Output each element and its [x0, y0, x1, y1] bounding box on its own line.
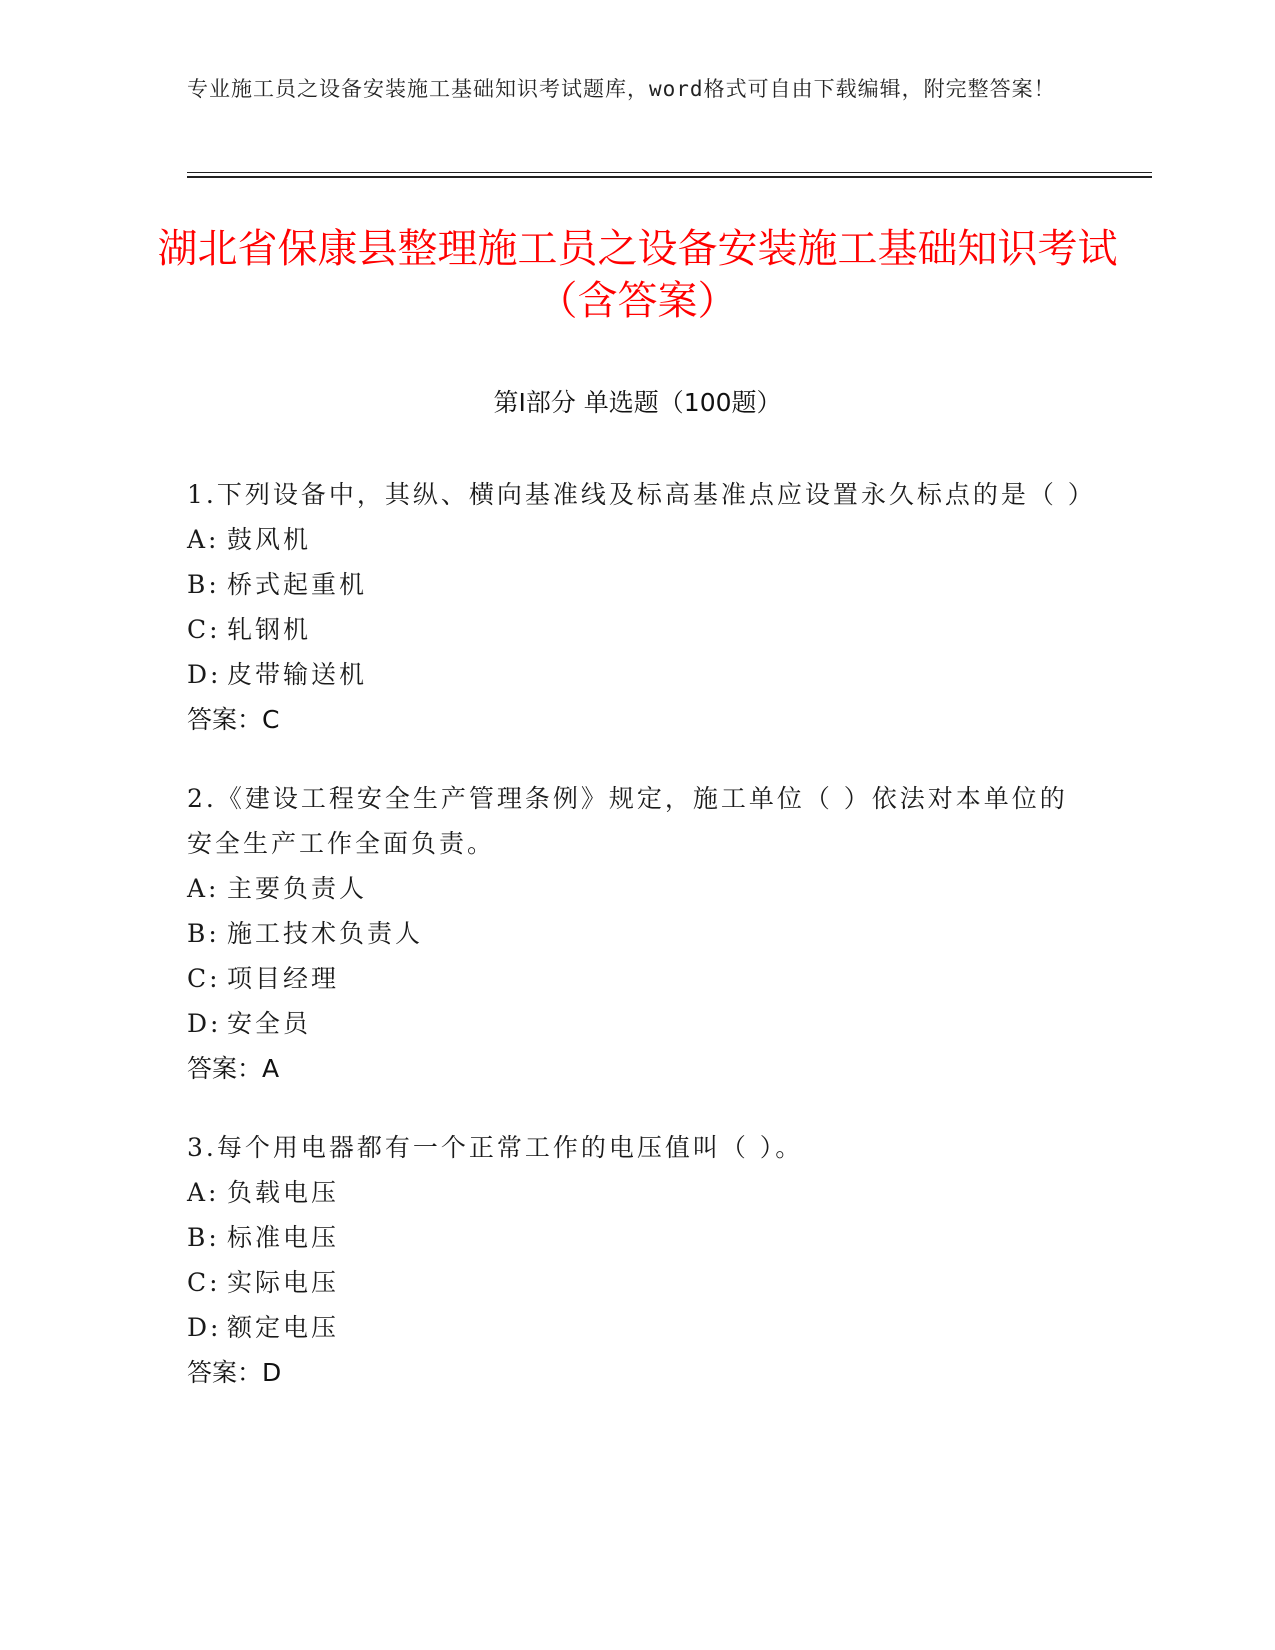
header-note: 专业施工员之设备安装施工基础知识考试题库，word格式可自由下载编辑，附完整答案！: [187, 77, 1056, 101]
option-key: D:: [187, 1313, 222, 1342]
option-c: [187, 956, 1087, 1001]
option-d: [187, 1305, 1087, 1350]
option-a: [187, 866, 1087, 911]
question-1: [187, 472, 1096, 742]
section-title: 第Ⅰ部分 单选题（100题）: [493, 388, 782, 417]
question-stem: 3.每个用电器都有一个正常工作的电压值叫（ ）。: [187, 1133, 804, 1162]
option-key: B:: [187, 570, 220, 599]
option-text: 皮带输送机: [227, 660, 368, 689]
option-b: [187, 562, 1087, 607]
answer-line: 答案：D: [187, 1358, 282, 1387]
question-stem: 1.下列设备中，其纵、横向基准线及标高基准点应设置永久标点的是（ ）: [187, 480, 1096, 509]
question-list: [187, 472, 1096, 1429]
option-d: [187, 652, 1087, 697]
option-key: C:: [187, 964, 221, 993]
option-key: B:: [187, 1223, 220, 1252]
option-text: 轧钢机: [227, 615, 312, 644]
option-c: [187, 1260, 1087, 1305]
option-key: B:: [187, 919, 220, 948]
option-a: [187, 1170, 1087, 1215]
option-b: [187, 1215, 1087, 1260]
option-key: C:: [187, 1268, 221, 1297]
option-text: 标准电压: [227, 1223, 340, 1252]
option-text: 项目经理: [227, 964, 340, 993]
option-b: [187, 911, 1087, 956]
option-text: 主要负责人: [227, 874, 368, 903]
option-key: A:: [187, 874, 220, 903]
option-text: 鼓风机: [227, 525, 312, 554]
option-text: 负载电压: [227, 1178, 340, 1207]
question-2: [187, 776, 1087, 1091]
document-title: 湖北省保康县整理施工员之设备安装施工基础知识考试（含答案）: [157, 226, 1118, 324]
option-c: [187, 607, 1087, 652]
answer-line: 答案：C: [187, 705, 280, 734]
question-3: [187, 1125, 1087, 1395]
header-divider-thin: [187, 172, 1152, 173]
question-stem: 2.《建设工程安全生产管理条例》规定，施工单位（ ）依法对本单位的安全生产工作全面负责。: [187, 784, 1068, 858]
option-key: C:: [187, 615, 221, 644]
option-text: 施工技术负责人: [227, 919, 424, 948]
answer-line: 答案：A: [187, 1054, 280, 1083]
option-a: [187, 517, 1087, 562]
option-text: 安全员: [227, 1009, 312, 1038]
option-key: D:: [187, 1009, 222, 1038]
option-key: D:: [187, 660, 222, 689]
option-text: 额定电压: [227, 1313, 340, 1342]
option-d: [187, 1001, 1087, 1046]
option-text: 实际电压: [227, 1268, 340, 1297]
option-key: A:: [187, 525, 220, 554]
option-key: A:: [187, 1178, 220, 1207]
header-divider-thick: [187, 176, 1152, 178]
option-text: 桥式起重机: [227, 570, 368, 599]
